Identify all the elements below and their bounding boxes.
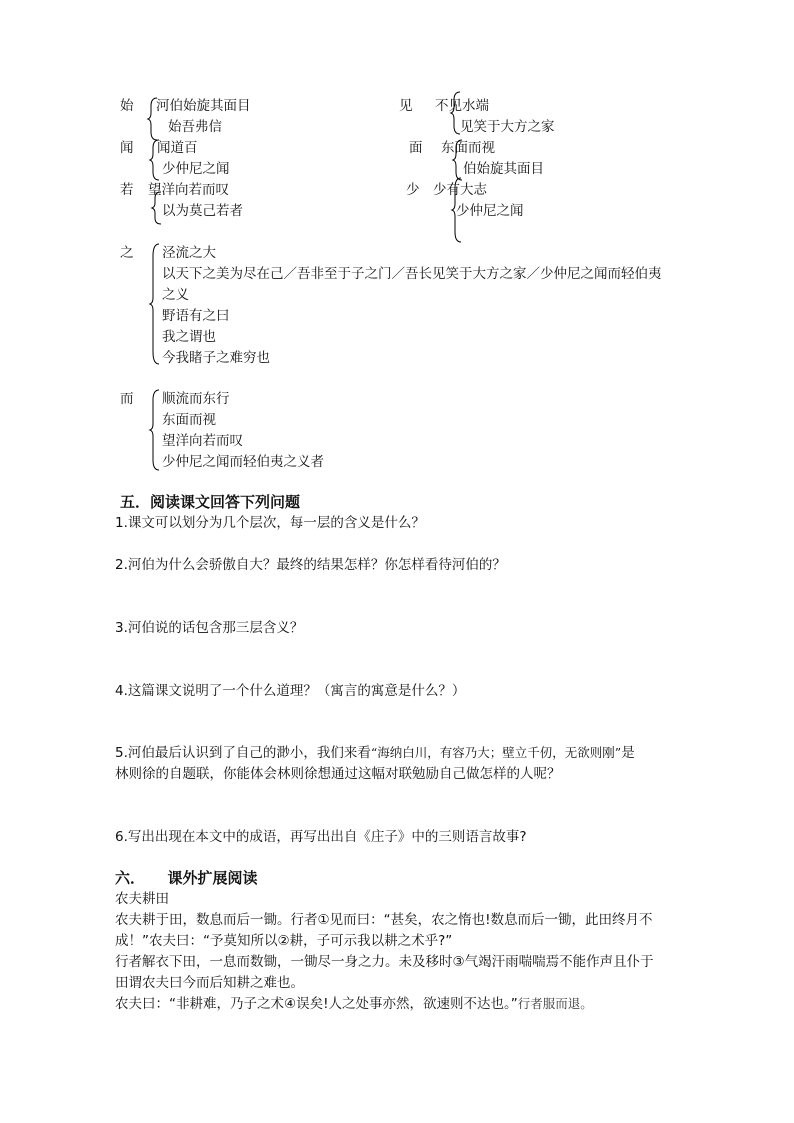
glossary-wen-item-2: 少仲尼之闻 bbox=[162, 161, 230, 177]
glossary-shao-item-1: 少有大志 bbox=[433, 182, 487, 198]
question-5-text-a: 5.河伯最后认识到了自己的渺小，我们来看 bbox=[115, 745, 371, 761]
glossary-char-zhi: 之 bbox=[120, 245, 134, 261]
story-paragraph-1-line-2: 成！”农夫曰：“予莫知所以②耕，子可示我以耕之术乎?” bbox=[115, 933, 453, 949]
glossary-er-item-4: 少仲尼之闻而轻伯夷之义者 bbox=[162, 454, 324, 470]
glossary-wen-item-1: 闻道百 bbox=[157, 140, 198, 156]
question-5-line-2: 林则徐的自题联，你能体会林则徐想通过这幅对联勉励自己做怎样的人呢？ bbox=[115, 766, 561, 782]
brace-icon bbox=[150, 244, 160, 364]
section-5-heading: 五．阅读课文回答下列问题 bbox=[120, 493, 301, 511]
glossary-zhi-item-4: 野语有之曰 bbox=[162, 308, 230, 324]
glossary-zhi-item-3: 之义 bbox=[162, 287, 189, 303]
glossary-mian-item-2: 伯始旋其面目 bbox=[463, 161, 544, 177]
story-title: 农夫耕田 bbox=[115, 891, 169, 907]
glossary-zhi-item-2: 以天下之美为尽在己／吾非至于子之门／吾长见笑于大方之家／少仲尼之闻而轻伯夷 bbox=[162, 266, 662, 282]
glossary-char-jian: 见 bbox=[399, 98, 413, 114]
glossary-mian-item-1: 东面而视 bbox=[441, 140, 495, 156]
story-paragraph-2-line-2: 田谓农夫曰今而后知耕之难也。 bbox=[115, 975, 304, 991]
story-paragraph-3-ending: 行者服而退。 bbox=[517, 996, 593, 1011]
question-2: 2.河伯为什么会骄傲自大？最终的结果怎样？你怎样看待河伯的？ bbox=[115, 557, 506, 573]
glossary-char-mian: 面 bbox=[409, 140, 423, 156]
glossary-char-wen: 闻 bbox=[120, 140, 134, 156]
story-paragraph-3-text: 农夫曰：“非耕难，乃子之术④误矣!人之处事亦然，欲速则不达也。” bbox=[115, 996, 518, 1012]
question-6: 6.写出出现在本文中的成语，再写出出自《庄子》中的三则语言故事? bbox=[115, 829, 527, 845]
glossary-shi-item-2: 始吾弗信 bbox=[168, 119, 222, 135]
glossary-ruo-item-1: 望洋向若而叹 bbox=[148, 182, 229, 198]
glossary-jian-item-2: 见笑于大方之家 bbox=[460, 119, 555, 135]
question-1: 1.课文可以划分为几个层次，每一层的含义是什么？ bbox=[115, 515, 425, 531]
glossary-shao-item-2: 少仲尼之闻 bbox=[456, 203, 524, 219]
glossary-zhi-item-6: 今我睹子之难穷也 bbox=[162, 350, 270, 366]
glossary-char-shi: 始 bbox=[120, 98, 134, 114]
question-5-quote: “海纳白川，有容乃大；壁立千仞，无欲则刚” bbox=[370, 745, 622, 760]
story-paragraph-3 bbox=[115, 994, 593, 1014]
question-4: 4.这篇课文说明了一个什么道理？（寓言的寓意是什么？） bbox=[115, 683, 466, 699]
glossary-char-er: 而 bbox=[120, 391, 134, 407]
glossary-shi-item-1: 河伯始旋其面目 bbox=[156, 98, 251, 114]
story-paragraph-2-line-1: 行者解衣下田，一息而数锄，一锄尽一身之力。未及移时③气竭汗雨喘喘焉不能作声且仆于 bbox=[115, 954, 654, 970]
glossary-jian-item-1: 不见水端 bbox=[435, 98, 489, 114]
question-5-text-b: 是 bbox=[621, 745, 635, 761]
glossary-er-item-2: 东面而视 bbox=[162, 412, 216, 428]
story-paragraph-1-line-1: 农夫耕于田，数息而后一锄。行者①见而曰：“甚矣，农之惰也!数息而后一锄，此田终月不 bbox=[115, 912, 653, 928]
glossary-ruo-item-2: 以为莫己若者 bbox=[162, 203, 243, 219]
glossary-er-item-3: 望洋向若而叹 bbox=[162, 433, 243, 449]
glossary-zhi-item-1: 泾流之大 bbox=[162, 245, 216, 261]
glossary-zhi-item-5: 我之谓也 bbox=[162, 329, 216, 345]
glossary-char-ruo: 若 bbox=[120, 182, 134, 198]
section-6-heading: 六． 课外扩展阅读 bbox=[115, 869, 258, 887]
question-5-line-1 bbox=[115, 743, 635, 763]
glossary-char-shao: 少 bbox=[406, 182, 420, 198]
brace-icon bbox=[150, 390, 160, 470]
glossary-er-item-1: 顺流而东行 bbox=[162, 391, 230, 407]
question-3: 3.河伯说的话包含那三层含义？ bbox=[115, 620, 304, 636]
